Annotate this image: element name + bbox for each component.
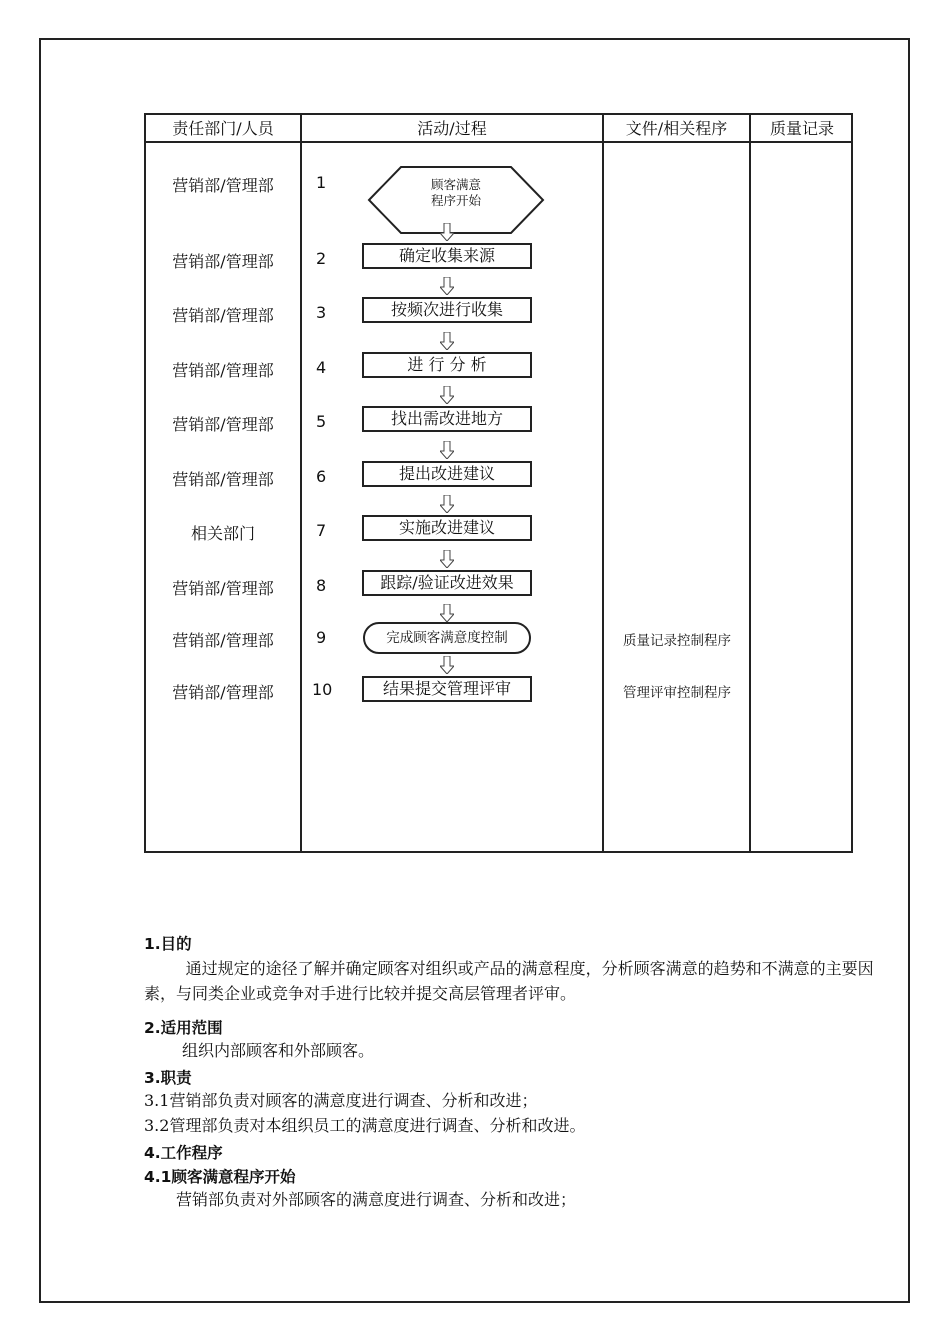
process-step-box: 结果提交管理评审 [362,676,532,702]
step-number: 10 [312,680,333,699]
section-procedure [144,1141,886,1212]
dept-cell: 营销部/管理部 [172,631,274,650]
column-divider [602,115,604,851]
step-number: 2 [316,249,327,268]
header-activity: 活动/过程 [417,119,487,138]
dept-cell: 营销部/管理部 [172,415,274,434]
section-paragraph: 组织内部顾客和外部顾客。 [182,1041,375,1060]
process-step-box: 跟踪/验证改进效果 [362,570,532,596]
flow-arrow-icon [440,441,454,459]
process-step-box: 提出改进建议 [362,461,532,487]
dept-cell: 营销部/管理部 [172,306,274,325]
start-label: 顾客满意 程序开始 [430,177,481,208]
column-divider [749,115,751,851]
flow-arrow-icon [440,223,454,241]
step-number: 5 [316,412,327,431]
step-number: 3 [316,303,327,322]
process-table [144,113,853,853]
dept-cell: 营销部/管理部 [172,361,274,380]
flow-arrow-icon [440,656,454,674]
document-reference: 质量记录控制程序 [623,633,731,649]
step-number: 4 [316,358,327,377]
process-step-box: 实施改进建议 [362,515,532,541]
process-step-box: 找出需改进地方 [362,406,532,432]
header-documents: 文件/相关程序 [625,119,728,138]
flow-arrow-icon [440,604,454,622]
section-scope [144,1016,886,1063]
flow-arrow-icon [440,386,454,404]
section-heading: 1.目的 [144,935,192,953]
section-paragraph: 3.1营销部负责对顾客的满意度进行调查、分析和改进； [144,1091,538,1110]
dept-cell: 营销部/管理部 [172,252,274,271]
section-heading: 3.职责 [144,1069,192,1087]
step-number: 9 [316,628,327,647]
step-number: 1 [316,173,327,192]
flow-arrow-icon [440,277,454,295]
header-dept: 责任部门/人员 [172,119,274,138]
section-heading: 2.适用范围 [144,1019,223,1037]
document-reference: 管理评审控制程序 [623,685,731,701]
process-step-box: 进 行 分 析 [362,352,532,378]
dept-cell: 营销部/管理部 [172,579,274,598]
subsection-heading: 4.1顾客满意程序开始 [144,1168,296,1186]
header-records: 质量记录 [769,119,834,138]
dept-cell: 营销部/管理部 [172,683,274,702]
section-paragraph: 通过规定的途径了解并确定顾客对组织或产品的满意程度，分析顾客满意的趋势和不满意的主要因素，与同类企业或竞争对手进行比较并提交高层管理者评审。 [144,959,874,1003]
flow-arrow-icon [440,550,454,568]
step-number: 6 [316,467,327,486]
section-paragraph: 营销部负责对外部顾客的满意度进行调查、分析和改进； [176,1190,577,1209]
step-number: 7 [316,521,327,540]
terminal-step-box: 完成顾客满意度控制 [363,622,531,654]
section-purpose [144,932,886,1006]
section-responsibilities [144,1066,886,1138]
flow-arrow-icon [440,495,454,513]
process-step-box: 确定收集来源 [362,243,532,269]
flow-arrow-icon [440,332,454,350]
step-number: 8 [316,576,327,595]
dept-cell: 营销部/管理部 [172,470,274,489]
dept-cell: 营销部/管理部 [172,176,274,195]
section-paragraph: 3.2管理部负责对本组织员工的满意度进行调查、分析和改进。 [144,1116,586,1135]
dept-cell: 相关部门 [190,524,255,543]
process-step-box: 按频次进行收集 [362,297,532,323]
column-divider [300,115,302,851]
section-heading: 4.工作程序 [144,1144,223,1162]
